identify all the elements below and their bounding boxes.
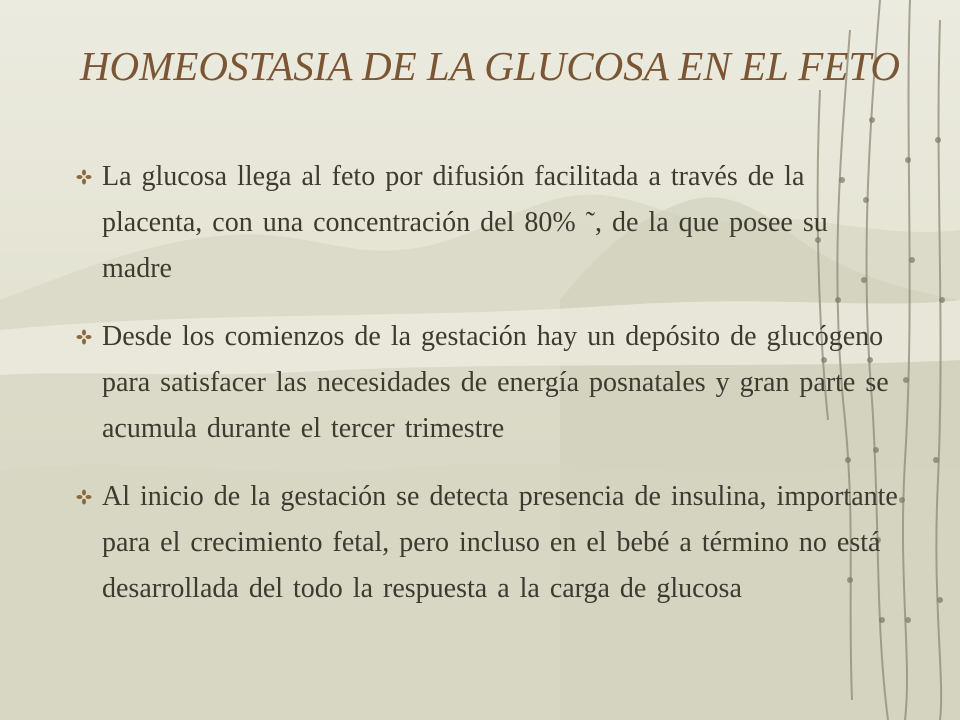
bullet-list [70,154,900,634]
bullet-text: Al inicio de la gestación se detecta presencia de insulina, importante para el crecimiento fetal, pero incluso en el bebé a término no está desarrollada del todo la respuesta a la carga de glucosa [102,481,898,604]
fleuron-bullet-icon [76,329,92,345]
bullet-item [70,314,900,452]
bullet-item [70,154,900,292]
bullet-text: La glucosa llega al feto por difusión facilitada a través de la placenta, con una concentración del 80% ˜, de la que posee su madre [102,161,828,284]
bullet-text: Desde los comienzos de la gestación hay un depósito de glucógeno para satisfacer las necesidades de energía posnatales y gran parte se acumula durante el tercer trimestre [102,321,889,444]
fleuron-bullet-icon [76,169,92,185]
fleuron-bullet-icon [76,489,92,505]
bullet-item [70,474,900,612]
slide-title: HOMEOSTASIA DE LA GLUCOSA EN EL FETO [79,43,901,89]
